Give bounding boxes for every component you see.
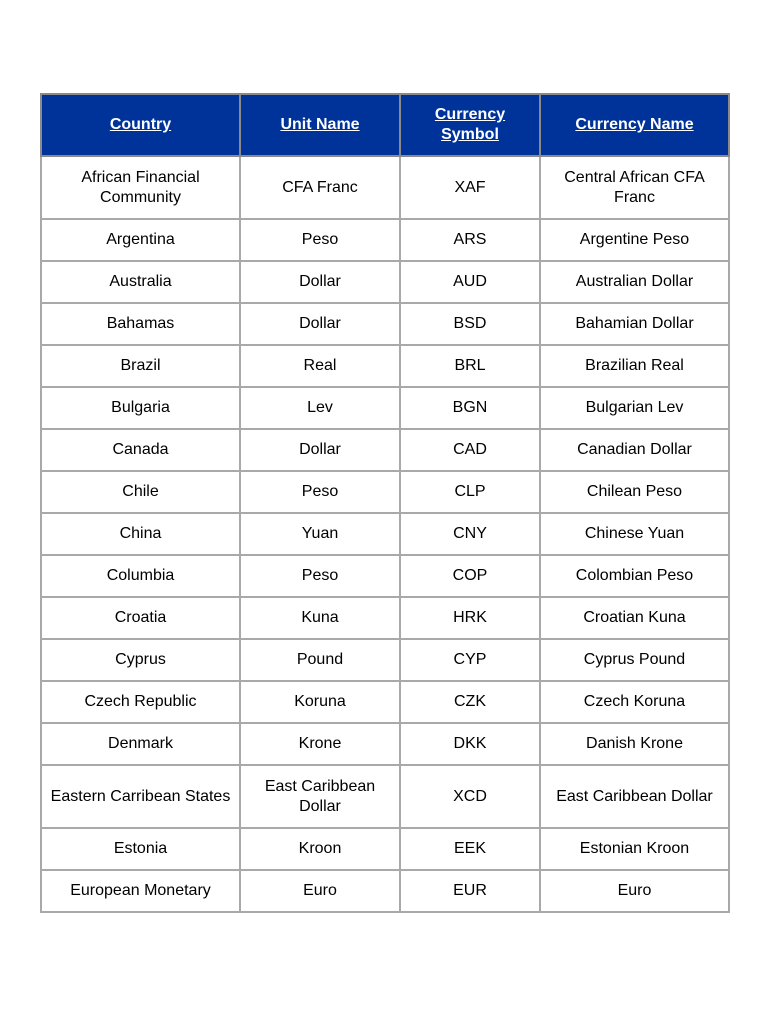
cell-currency-name: Colombian Peso <box>540 555 729 597</box>
cell-country: Bahamas <box>41 303 240 345</box>
cell-unit-name: Koruna <box>240 681 400 723</box>
cell-country: Eastern Carribean States <box>41 765 240 828</box>
cell-currency-name: Danish Krone <box>540 723 729 765</box>
cell-unit-name: Kroon <box>240 828 400 870</box>
cell-unit-name: Dollar <box>240 429 400 471</box>
table-row <box>41 345 729 387</box>
cell-country: Croatia <box>41 597 240 639</box>
table-row <box>41 513 729 555</box>
table-body <box>41 156 729 912</box>
cell-unit-name: Dollar <box>240 261 400 303</box>
cell-country: Argentina <box>41 219 240 261</box>
cell-unit-name: Kuna <box>240 597 400 639</box>
table-row <box>41 156 729 219</box>
cell-country: China <box>41 513 240 555</box>
cell-unit-name: East Caribbean Dollar <box>240 765 400 828</box>
table-row <box>41 387 729 429</box>
header-currency-name[interactable]: Currency Name <box>540 94 729 156</box>
cell-currency-symbol: BGN <box>400 387 540 429</box>
cell-currency-name: Australian Dollar <box>540 261 729 303</box>
cell-currency-symbol: EEK <box>400 828 540 870</box>
header-country[interactable]: Country <box>41 94 240 156</box>
cell-currency-symbol: HRK <box>400 597 540 639</box>
cell-currency-symbol: CNY <box>400 513 540 555</box>
cell-country: Cyprus <box>41 639 240 681</box>
cell-currency-symbol: ARS <box>400 219 540 261</box>
header-currency-symbol[interactable]: Currency Symbol <box>400 94 540 156</box>
cell-currency-name: Chinese Yuan <box>540 513 729 555</box>
cell-currency-name: Central African CFA Franc <box>540 156 729 219</box>
cell-currency-name: Euro <box>540 870 729 912</box>
cell-unit-name: Lev <box>240 387 400 429</box>
cell-currency-symbol: EUR <box>400 870 540 912</box>
cell-country: Australia <box>41 261 240 303</box>
cell-country: Estonia <box>41 828 240 870</box>
cell-unit-name: Dollar <box>240 303 400 345</box>
table-header-row <box>41 94 729 156</box>
cell-currency-symbol: COP <box>400 555 540 597</box>
table-row <box>41 219 729 261</box>
cell-currency-name: Canadian Dollar <box>540 429 729 471</box>
cell-country: Czech Republic <box>41 681 240 723</box>
cell-currency-symbol: DKK <box>400 723 540 765</box>
table-row <box>41 828 729 870</box>
cell-currency-symbol: BSD <box>400 303 540 345</box>
cell-country: Bulgaria <box>41 387 240 429</box>
cell-country: African Financial Community <box>41 156 240 219</box>
table-row <box>41 303 729 345</box>
cell-currency-name: East Caribbean Dollar <box>540 765 729 828</box>
table-row <box>41 723 729 765</box>
cell-currency-symbol: XAF <box>400 156 540 219</box>
table-row <box>41 261 729 303</box>
cell-unit-name: Peso <box>240 219 400 261</box>
cell-country: Brazil <box>41 345 240 387</box>
cell-unit-name: Peso <box>240 555 400 597</box>
header-unit-name[interactable]: Unit Name <box>240 94 400 156</box>
cell-currency-name: Bulgarian Lev <box>540 387 729 429</box>
cell-currency-symbol: BRL <box>400 345 540 387</box>
cell-currency-name: Argentine Peso <box>540 219 729 261</box>
cell-unit-name: Krone <box>240 723 400 765</box>
cell-unit-name: Real <box>240 345 400 387</box>
cell-currency-name: Estonian Kroon <box>540 828 729 870</box>
cell-currency-name: Cyprus Pound <box>540 639 729 681</box>
cell-currency-symbol: AUD <box>400 261 540 303</box>
table-row <box>41 429 729 471</box>
cell-currency-name: Chilean Peso <box>540 471 729 513</box>
table-row <box>41 870 729 912</box>
cell-unit-name: Euro <box>240 870 400 912</box>
cell-country: European Monetary <box>41 870 240 912</box>
cell-currency-name: Brazilian Real <box>540 345 729 387</box>
table-row <box>41 471 729 513</box>
table-row <box>41 765 729 828</box>
cell-currency-symbol: CLP <box>400 471 540 513</box>
table-row <box>41 681 729 723</box>
cell-country: Columbia <box>41 555 240 597</box>
cell-currency-name: Croatian Kuna <box>540 597 729 639</box>
cell-country: Denmark <box>41 723 240 765</box>
cell-currency-symbol: XCD <box>400 765 540 828</box>
cell-country: Canada <box>41 429 240 471</box>
cell-unit-name: Pound <box>240 639 400 681</box>
table-row <box>41 639 729 681</box>
cell-currency-name: Bahamian Dollar <box>540 303 729 345</box>
table-row <box>41 555 729 597</box>
cell-currency-name: Czech Koruna <box>540 681 729 723</box>
cell-currency-symbol: CZK <box>400 681 540 723</box>
currency-table <box>40 93 730 913</box>
cell-currency-symbol: CAD <box>400 429 540 471</box>
cell-currency-symbol: CYP <box>400 639 540 681</box>
cell-unit-name: Peso <box>240 471 400 513</box>
table-row <box>41 597 729 639</box>
cell-unit-name: Yuan <box>240 513 400 555</box>
cell-country: Chile <box>41 471 240 513</box>
cell-unit-name: CFA Franc <box>240 156 400 219</box>
